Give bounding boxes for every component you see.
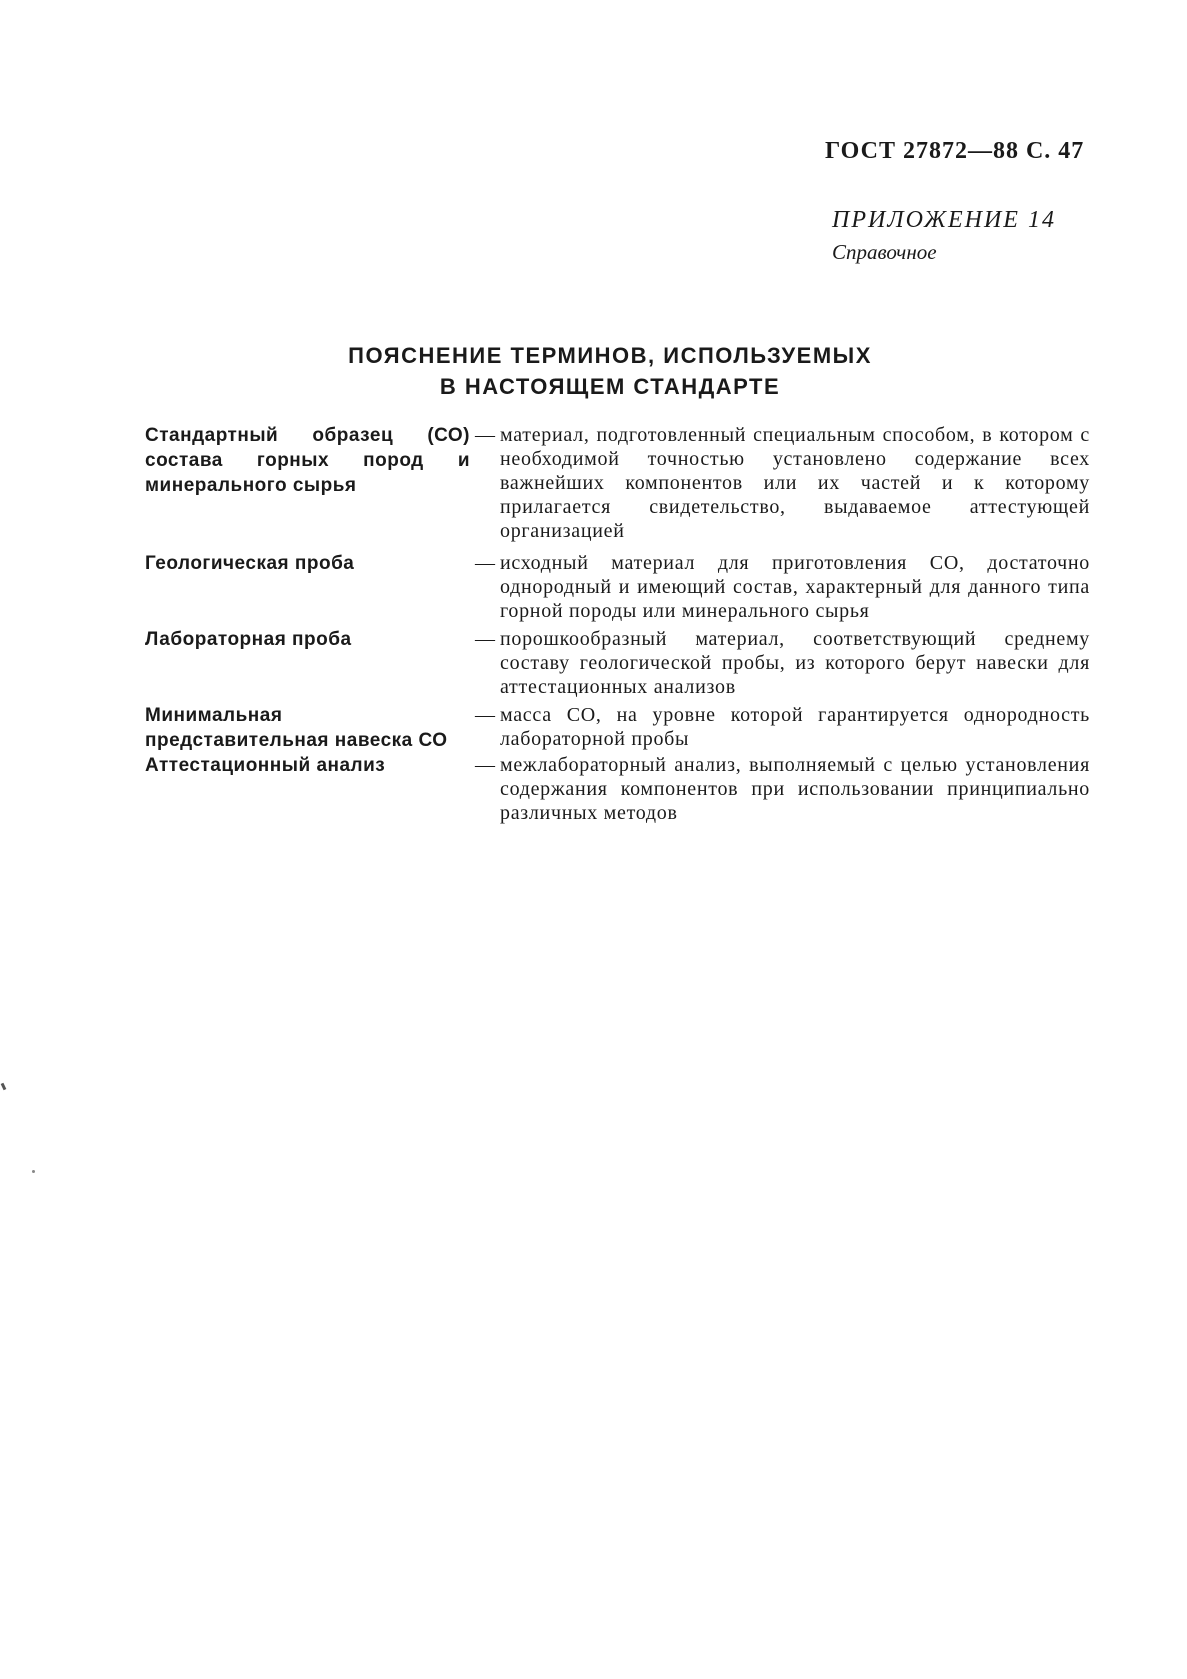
appendix-type: Справочное (832, 240, 937, 264)
term-dash: — (475, 704, 495, 726)
title-line-2: В НАСТОЯЩЕМ СТАНДАРТЕ (439, 374, 781, 399)
term-definition: масса СО, на уровне которой гарантируется однородность лабораторной пробы (500, 704, 1090, 750)
terms-list (145, 423, 1090, 825)
appendix-label: ПРИЛОЖЕНИЕ 14 (832, 207, 1056, 233)
term-definition: межлабораторный анализ, выполняемый с целью установления содержания компонентов при использовании принципиально различных методов (500, 754, 1090, 824)
term-definition: исходный материал для приготовления СО, достаточно однородный и имеющий состав, характерный для данного типа горной породы или минерального сырья (500, 552, 1090, 622)
term-name: Аттестационный анализ (145, 755, 386, 776)
term-dash: — (475, 754, 495, 776)
term-row (145, 423, 1090, 543)
term-dash: — (475, 552, 495, 574)
term-name: Минимальная представительная навеска СО (145, 705, 448, 751)
term-definition: порошкообразный материал, соответствующий среднему составу геологической пробы, из которого берут навески для аттестационных анализов (500, 628, 1090, 698)
term-row (145, 551, 1090, 623)
term-name: Лабораторная проба (145, 629, 352, 650)
term-dash: — (475, 424, 495, 446)
page-header-standard-number: ГОСТ 27872—88 С. 47 (825, 138, 1085, 164)
term-row (145, 753, 1090, 825)
term-name: Геологическая проба (145, 553, 355, 574)
term-dash: — (475, 628, 495, 650)
term-name: Стандартный образец (СО) состава горных пород и минерального сырья (145, 425, 470, 496)
scan-speck (32, 1170, 35, 1173)
term-row (145, 703, 1090, 753)
term-definition: материал, подготовленный специальным способом, в котором с необходимой точностью установлено содержание всех важнейших компонентов или их частей и к которому прилагается свидетельство, выдаваемое аттестующей организацией (500, 424, 1090, 542)
title-line-1: ПОЯСНЕНИЕ ТЕРМИНОВ, ИСПОЛЬЗУЕМЫХ (348, 343, 872, 368)
term-row (145, 627, 1090, 699)
scan-speck (1, 1083, 7, 1091)
document-title (280, 340, 940, 402)
